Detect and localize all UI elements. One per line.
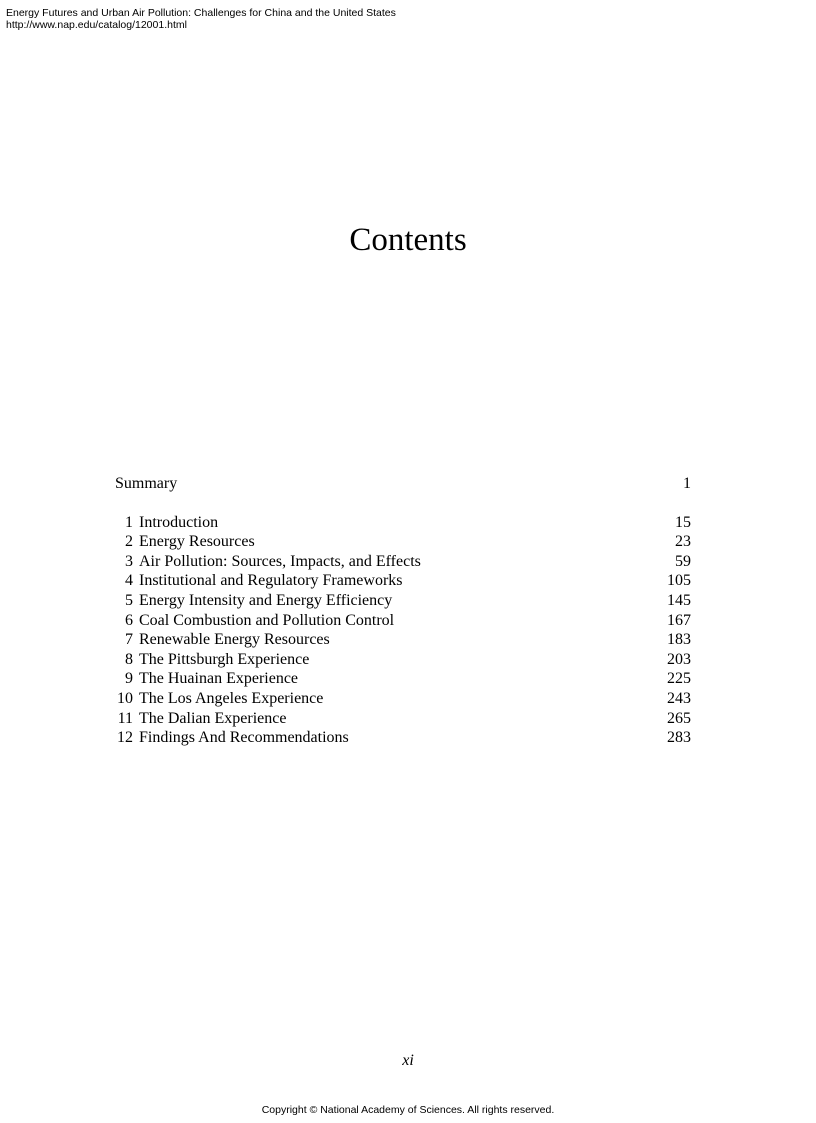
toc-entry-label: Findings And Recommendations bbox=[139, 729, 349, 747]
toc-entry-number: 6 bbox=[125, 611, 133, 629]
toc-entry-number: 1 bbox=[125, 513, 133, 531]
book-title: Energy Futures and Urban Air Pollution: Challenges for China and the United States bbox=[6, 7, 396, 19]
toc-entry bbox=[115, 591, 691, 611]
toc-entry-page: 145 bbox=[667, 591, 691, 609]
copyright-footer: Copyright © National Academy of Sciences. All rights reserved. bbox=[261, 1104, 555, 1116]
source-url: http://www.nap.edu/catalog/12001.html bbox=[6, 19, 187, 31]
toc-entry-number: 2 bbox=[125, 533, 133, 551]
toc-entry bbox=[115, 689, 691, 709]
toc-entry-number: 10 bbox=[117, 689, 133, 707]
toc-entry-page: 243 bbox=[667, 689, 691, 707]
toc-entry bbox=[115, 728, 691, 748]
toc-entry-number: 3 bbox=[125, 552, 133, 570]
toc-entry-page: 283 bbox=[667, 729, 691, 747]
toc-entry-page: 23 bbox=[675, 533, 691, 551]
toc-entry bbox=[115, 532, 691, 552]
toc-entry bbox=[115, 552, 691, 572]
page-header bbox=[6, 7, 396, 31]
toc-entry-page: 1 bbox=[683, 475, 691, 492]
toc-entry-label: Summary bbox=[115, 475, 178, 492]
toc-entry-page: 225 bbox=[667, 670, 691, 688]
toc-entry-label: Coal Combustion and Pollution Control bbox=[139, 611, 395, 629]
toc-entry bbox=[115, 611, 691, 631]
toc-entry-label: Introduction bbox=[139, 513, 219, 531]
toc-entry-number: 8 bbox=[125, 650, 133, 668]
toc-entry-page: 59 bbox=[675, 552, 691, 570]
toc-entry-label: Air Pollution: Sources, Impacts, and Effects bbox=[139, 552, 421, 570]
table-of-contents bbox=[115, 474, 691, 748]
toc-spacer bbox=[115, 494, 691, 513]
toc-entry-page: 203 bbox=[667, 650, 691, 668]
toc-entry-number: 5 bbox=[125, 591, 133, 609]
toc-entry-label: The Los Angeles Experience bbox=[139, 689, 324, 707]
toc-entry-label: The Huainan Experience bbox=[139, 670, 299, 688]
toc-entry bbox=[115, 709, 691, 729]
toc-entry-page: 15 bbox=[675, 513, 691, 531]
toc-entry-number: 4 bbox=[125, 572, 133, 590]
toc-entry-summary bbox=[115, 474, 691, 494]
toc-entry bbox=[115, 513, 691, 533]
toc-entry bbox=[115, 669, 691, 689]
toc-entry-number: 11 bbox=[117, 709, 133, 727]
toc-entry-label: The Pittsburgh Experience bbox=[139, 650, 310, 668]
toc-entry-number: 9 bbox=[125, 670, 133, 688]
toc-entry-label: The Dalian Experience bbox=[139, 709, 287, 727]
page-title: Contents bbox=[349, 222, 467, 258]
toc-entry-page: 167 bbox=[667, 611, 691, 629]
toc-entry-label: Institutional and Regulatory Frameworks bbox=[139, 572, 403, 590]
toc-entry-label: Renewable Energy Resources bbox=[139, 631, 330, 649]
toc-entry bbox=[115, 630, 691, 650]
toc-entry bbox=[115, 571, 691, 591]
page-number: xi bbox=[402, 1052, 414, 1069]
toc-entry-label: Energy Resources bbox=[139, 533, 255, 551]
toc-entry bbox=[115, 650, 691, 670]
toc-entry-number: 7 bbox=[125, 631, 133, 649]
toc-entry-page: 183 bbox=[667, 631, 691, 649]
toc-entry-label: Energy Intensity and Energy Efficiency bbox=[139, 591, 393, 609]
toc-entry-page: 105 bbox=[667, 572, 691, 590]
toc-entry-page: 265 bbox=[667, 709, 691, 727]
toc-entry-number: 12 bbox=[117, 729, 133, 747]
